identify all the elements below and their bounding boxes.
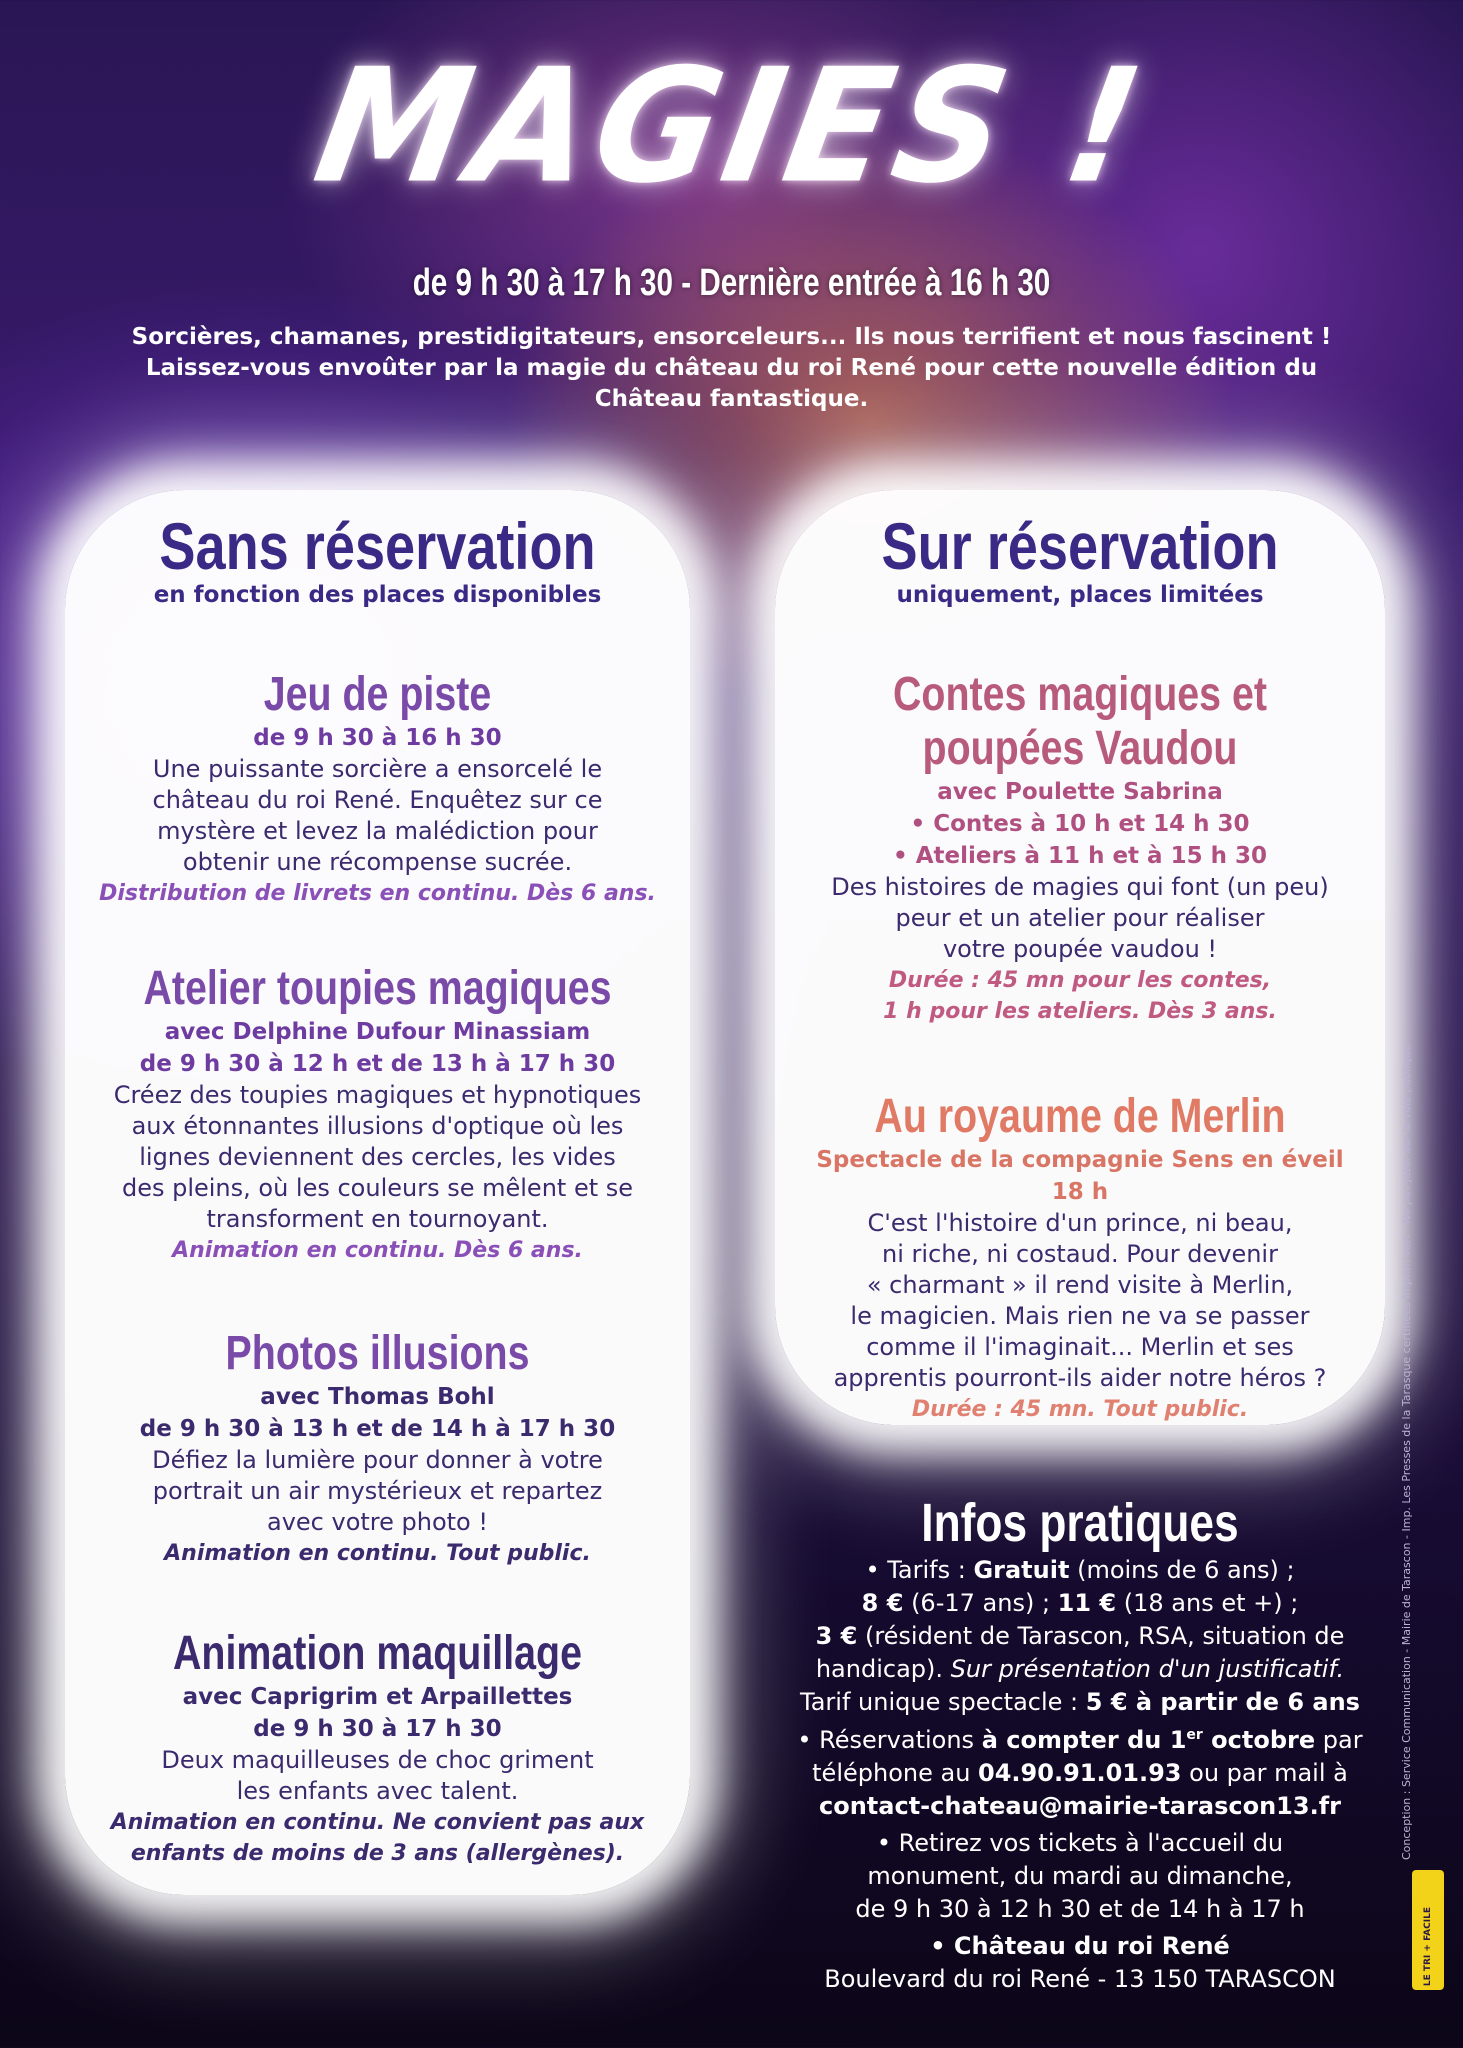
section-line: avec Thomas Bohl	[260, 1384, 495, 1410]
right-subtitle: uniquement, places limitées	[896, 582, 1264, 608]
section-body-line: ni riche, ni costaud. Pour devenir	[882, 1240, 1278, 1268]
section-line: avec Poulette Sabrina	[937, 779, 1223, 805]
section-title: Animation maquillage	[173, 1627, 582, 1680]
section-body-line: Une puissante sorcière a ensorcelé le	[152, 755, 603, 783]
section-title: Contes magiques et	[893, 668, 1267, 721]
section-line: • Contes à 10 h et 14 h 30	[910, 811, 1250, 837]
section-title: Atelier toupies magiques	[143, 962, 612, 1015]
section-body-line: portrait un air mystérieux et repartez	[152, 1477, 603, 1505]
section-atelier-toupies	[65, 962, 690, 1266]
section-title: poupées Vaudou	[922, 722, 1238, 775]
section-body-line: C'est l'histoire d'un prince, ni beau,	[867, 1209, 1293, 1237]
section-body-line: peur et un atelier pour réaliser	[895, 904, 1265, 932]
section-body-line: des pleins, où les couleurs se mêlent et se	[121, 1174, 634, 1202]
tickets-line: de 9 h 30 à 12 h 30 et de 14 h à 17 h	[855, 1895, 1305, 1923]
recycle-logo-icon: LE TRI + FACILE	[1412, 1870, 1444, 1990]
intro-text	[80, 322, 1383, 415]
intro-line: Laissez-vous envoûter par la magie du château du roi René pour cette nouvelle édition du	[145, 355, 1318, 381]
intro-line: Sorcières, chamanes, prestidigitateurs, ensorceleurs... Ils nous terrifient et nous fascinent !	[131, 324, 1332, 350]
section-body-line: château du roi René. Enquêtez sur ce	[152, 786, 603, 814]
section-body-line: comme il l'imaginait... Merlin et ses	[866, 1333, 1294, 1361]
section-body-line: apprentis pourront-ils aider notre héros ?	[833, 1364, 1327, 1392]
section-note: Animation en continu. Dès 6 ans.	[172, 1238, 583, 1263]
section-contes-magiques	[775, 668, 1385, 1027]
infos-block	[760, 1555, 1400, 1997]
section-body-line: transforment en tournoyant.	[206, 1205, 549, 1233]
tarifs-line: handicap). Sur présentation d'un justificatif.	[815, 1655, 1345, 1683]
section-body-line: le magicien. Mais rien ne va se passer	[850, 1302, 1310, 1330]
reservation-phone: téléphone au 04.90.91.01.93 ou par mail à	[812, 1759, 1348, 1787]
section-line: de 9 h 30 à 16 h 30	[253, 725, 502, 751]
section-body-line: votre poupée vaudou !	[942, 935, 1218, 963]
section-line: 18 h	[1051, 1179, 1109, 1205]
section-body-line: mystère et levez la malédiction pour	[157, 817, 598, 845]
section-title: Photos illusions	[225, 1327, 530, 1380]
section-note: Animation en continu. Tout public.	[164, 1541, 591, 1566]
tickets-line: • Retirez vos tickets à l'accueil du	[876, 1829, 1284, 1857]
section-title: Jeu de piste	[263, 668, 492, 721]
section-body-line: aux étonnantes illusions d'optique où les	[131, 1112, 624, 1140]
section-body-line: Des histoires de magies qui font (un peu)	[831, 873, 1329, 901]
section-line: avec Caprigrim et Arpaillettes	[182, 1684, 573, 1710]
section-body-line: Deux maquilleuses de choc griment	[161, 1746, 594, 1774]
spectacle-price: Tarif unique spectacle : 5 € à partir de 6 ans	[800, 1688, 1360, 1716]
credits-text: Conception : Service Communication - Mairie de Tarascon - Imp. Les Presses de la Tarasque certifiées Imprim'vert - Ne pas jeter sur la voie publique	[1400, 1044, 1413, 1860]
left-header	[65, 510, 690, 608]
section-note: Animation en continu. Ne convient pas aux	[110, 1810, 645, 1835]
left-subtitle: en fonction des places disponibles	[153, 582, 602, 608]
section-body-line: les enfants avec talent.	[236, 1777, 519, 1805]
section-body-line: avec votre photo !	[266, 1508, 488, 1536]
section-line: de 9 h 30 à 17 h 30	[253, 1716, 502, 1742]
section-line: Spectacle de la compagnie Sens en éveil	[816, 1147, 1344, 1173]
section-note: Durée : 45 mn pour les contes,	[888, 968, 1272, 993]
section-body-line: obtenir une récompense sucrée.	[182, 848, 573, 876]
section-line: avec Delphine Dufour Minassiam	[164, 1019, 591, 1045]
intro-line: Château fantastique.	[594, 386, 869, 412]
infos-title: Infos pratiques	[921, 1493, 1239, 1553]
venue-address: Boulevard du roi René - 13 150 TARASCON	[824, 1965, 1336, 1993]
tarifs-line: • Tarifs : Gratuit (moins de 6 ans) ;	[865, 1556, 1295, 1584]
reservation-email[interactable]: contact-chateau@mairie-tarascon13.fr	[819, 1792, 1341, 1820]
section-note: enfants de moins de 3 ans (allergènes).	[130, 1841, 625, 1866]
section-title: Au royaume de Merlin	[874, 1090, 1286, 1143]
tickets-line: monument, du mardi au dimanche,	[867, 1862, 1293, 1890]
section-royaume-merlin	[775, 1090, 1385, 1425]
section-line: de 9 h 30 à 12 h et de 13 h à 17 h 30	[139, 1051, 616, 1077]
section-body-line: Créez des toupies magiques et hypnotiques	[113, 1081, 642, 1109]
section-body-line: Défiez la lumière pour donner à votre	[152, 1446, 603, 1474]
section-photos-illusions	[65, 1327, 690, 1569]
phone-number[interactable]: 04.90.91.01.93	[978, 1759, 1182, 1787]
section-jeu-de-piste	[65, 668, 690, 909]
section-maquillage	[65, 1627, 690, 1869]
tarifs-line: 8 € (6-17 ans) ; 11 € (18 ans et +) ;	[861, 1589, 1299, 1617]
tarifs-line: 3 € (résident de Tarascon, RSA, situation de	[815, 1622, 1345, 1650]
right-header	[775, 510, 1385, 608]
reservation-line: • Réservations à compter du 1er octobre par	[797, 1726, 1363, 1754]
section-note: Distribution de livrets en continu. Dès 6 ans.	[99, 881, 656, 906]
left-title: Sans réservation	[159, 509, 596, 583]
section-note: 1 h pour les ateliers. Dès 3 ans.	[883, 999, 1277, 1024]
section-body-line: « charmant » il rend visite à Merlin,	[866, 1271, 1294, 1299]
section-line: • Ateliers à 11 h et à 15 h 30	[893, 843, 1267, 869]
venue-name: • Château du roi René	[930, 1932, 1230, 1960]
right-title: Sur réservation	[881, 509, 1279, 583]
section-note: Durée : 45 mn. Tout public.	[911, 1397, 1249, 1422]
section-body-line: lignes deviennent des cercles, les vides	[139, 1143, 616, 1171]
section-line: de 9 h 30 à 13 h et de 14 h à 17 h 30	[139, 1416, 616, 1442]
poster-title: MAGIES !	[303, 35, 1160, 219]
opening-hours: de 9 h 30 à 17 h 30 - Dernière entrée à 16 h 30	[412, 262, 1051, 304]
